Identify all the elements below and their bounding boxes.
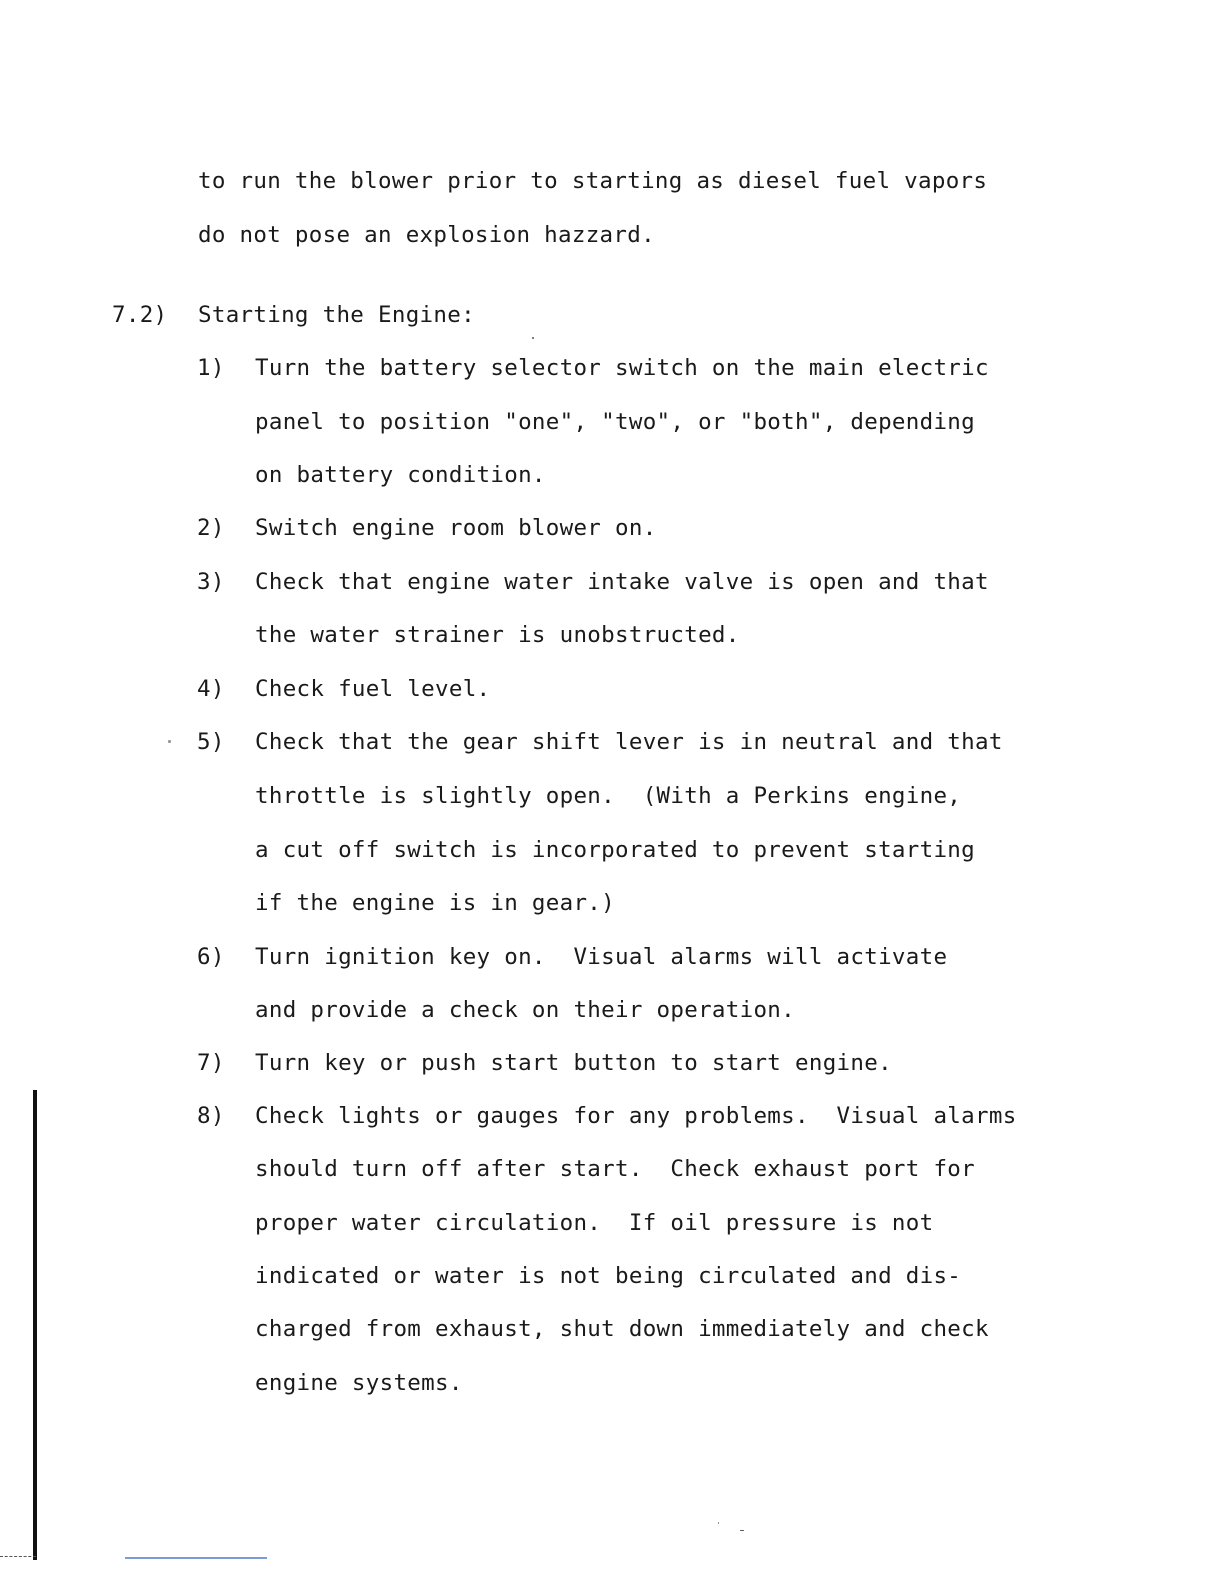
step-1-line-2: panel to position "one", "two", or "both", depending <box>255 409 975 435</box>
scan-speck <box>718 1522 719 1524</box>
margin-change-bar <box>33 1090 37 1560</box>
step-6-line-2: and provide a check on their operation. <box>255 997 795 1023</box>
step-8-line-2: should turn off after start. Check exhaust port for <box>255 1156 975 1182</box>
step-8-line-6: engine systems. <box>255 1370 463 1396</box>
step-5-line-2: throttle is slightly open. (With a Perkins engine, <box>255 783 962 809</box>
step-1-line-3: on battery condition. <box>255 462 546 488</box>
step-6-number: 6) <box>197 944 225 970</box>
step-3-number: 3) <box>197 569 225 595</box>
scan-speck <box>168 740 171 743</box>
step-3-line-2: the water strainer is unobstructed. <box>255 622 740 648</box>
section-number: 7.2) <box>112 302 168 328</box>
scan-speck <box>740 1530 744 1531</box>
step-3-line-1: Check that engine water intake valve is open and that <box>255 569 989 595</box>
step-1-number: 1) <box>197 355 225 381</box>
step-8-line-3: proper water circulation. If oil pressure is not <box>255 1210 934 1236</box>
step-4-line-1: Check fuel level. <box>255 676 491 702</box>
step-7-number: 7) <box>197 1050 225 1076</box>
step-4-number: 4) <box>197 676 225 702</box>
section-title: Starting the Engine: <box>198 302 475 328</box>
step-8-line-5: charged from exhaust, shut down immediately and check <box>255 1316 989 1342</box>
step-5-line-4: if the engine is in gear.) <box>255 890 615 916</box>
step-7-line-1: Turn key or push start button to start engine. <box>255 1050 892 1076</box>
step-2-number: 2) <box>197 515 225 541</box>
intro-line-1: to run the blower prior to starting as diesel fuel vapors <box>198 168 988 194</box>
step-8-line-1: Check lights or gauges for any problems. Visual alarms <box>255 1103 1017 1129</box>
step-5-line-3: a cut off switch is incorporated to prevent starting <box>255 837 975 863</box>
step-8-number: 8) <box>197 1103 225 1129</box>
step-1-line-1: Turn the battery selector switch on the main electric <box>255 355 989 381</box>
scan-speck <box>532 337 534 339</box>
step-6-line-1: Turn ignition key on. Visual alarms will activate <box>255 944 948 970</box>
step-5-number: 5) <box>197 729 225 755</box>
bottom-rule-line <box>125 1557 267 1559</box>
step-8-line-4: indicated or water is not being circulated and dis- <box>255 1263 962 1289</box>
intro-line-2: do not pose an explosion hazzard. <box>198 222 655 248</box>
step-5-line-1: Check that the gear shift lever is in neutral and that <box>255 729 1003 755</box>
step-2-line-1: Switch engine room blower on. <box>255 515 657 541</box>
margin-tick-mark <box>0 1556 36 1558</box>
